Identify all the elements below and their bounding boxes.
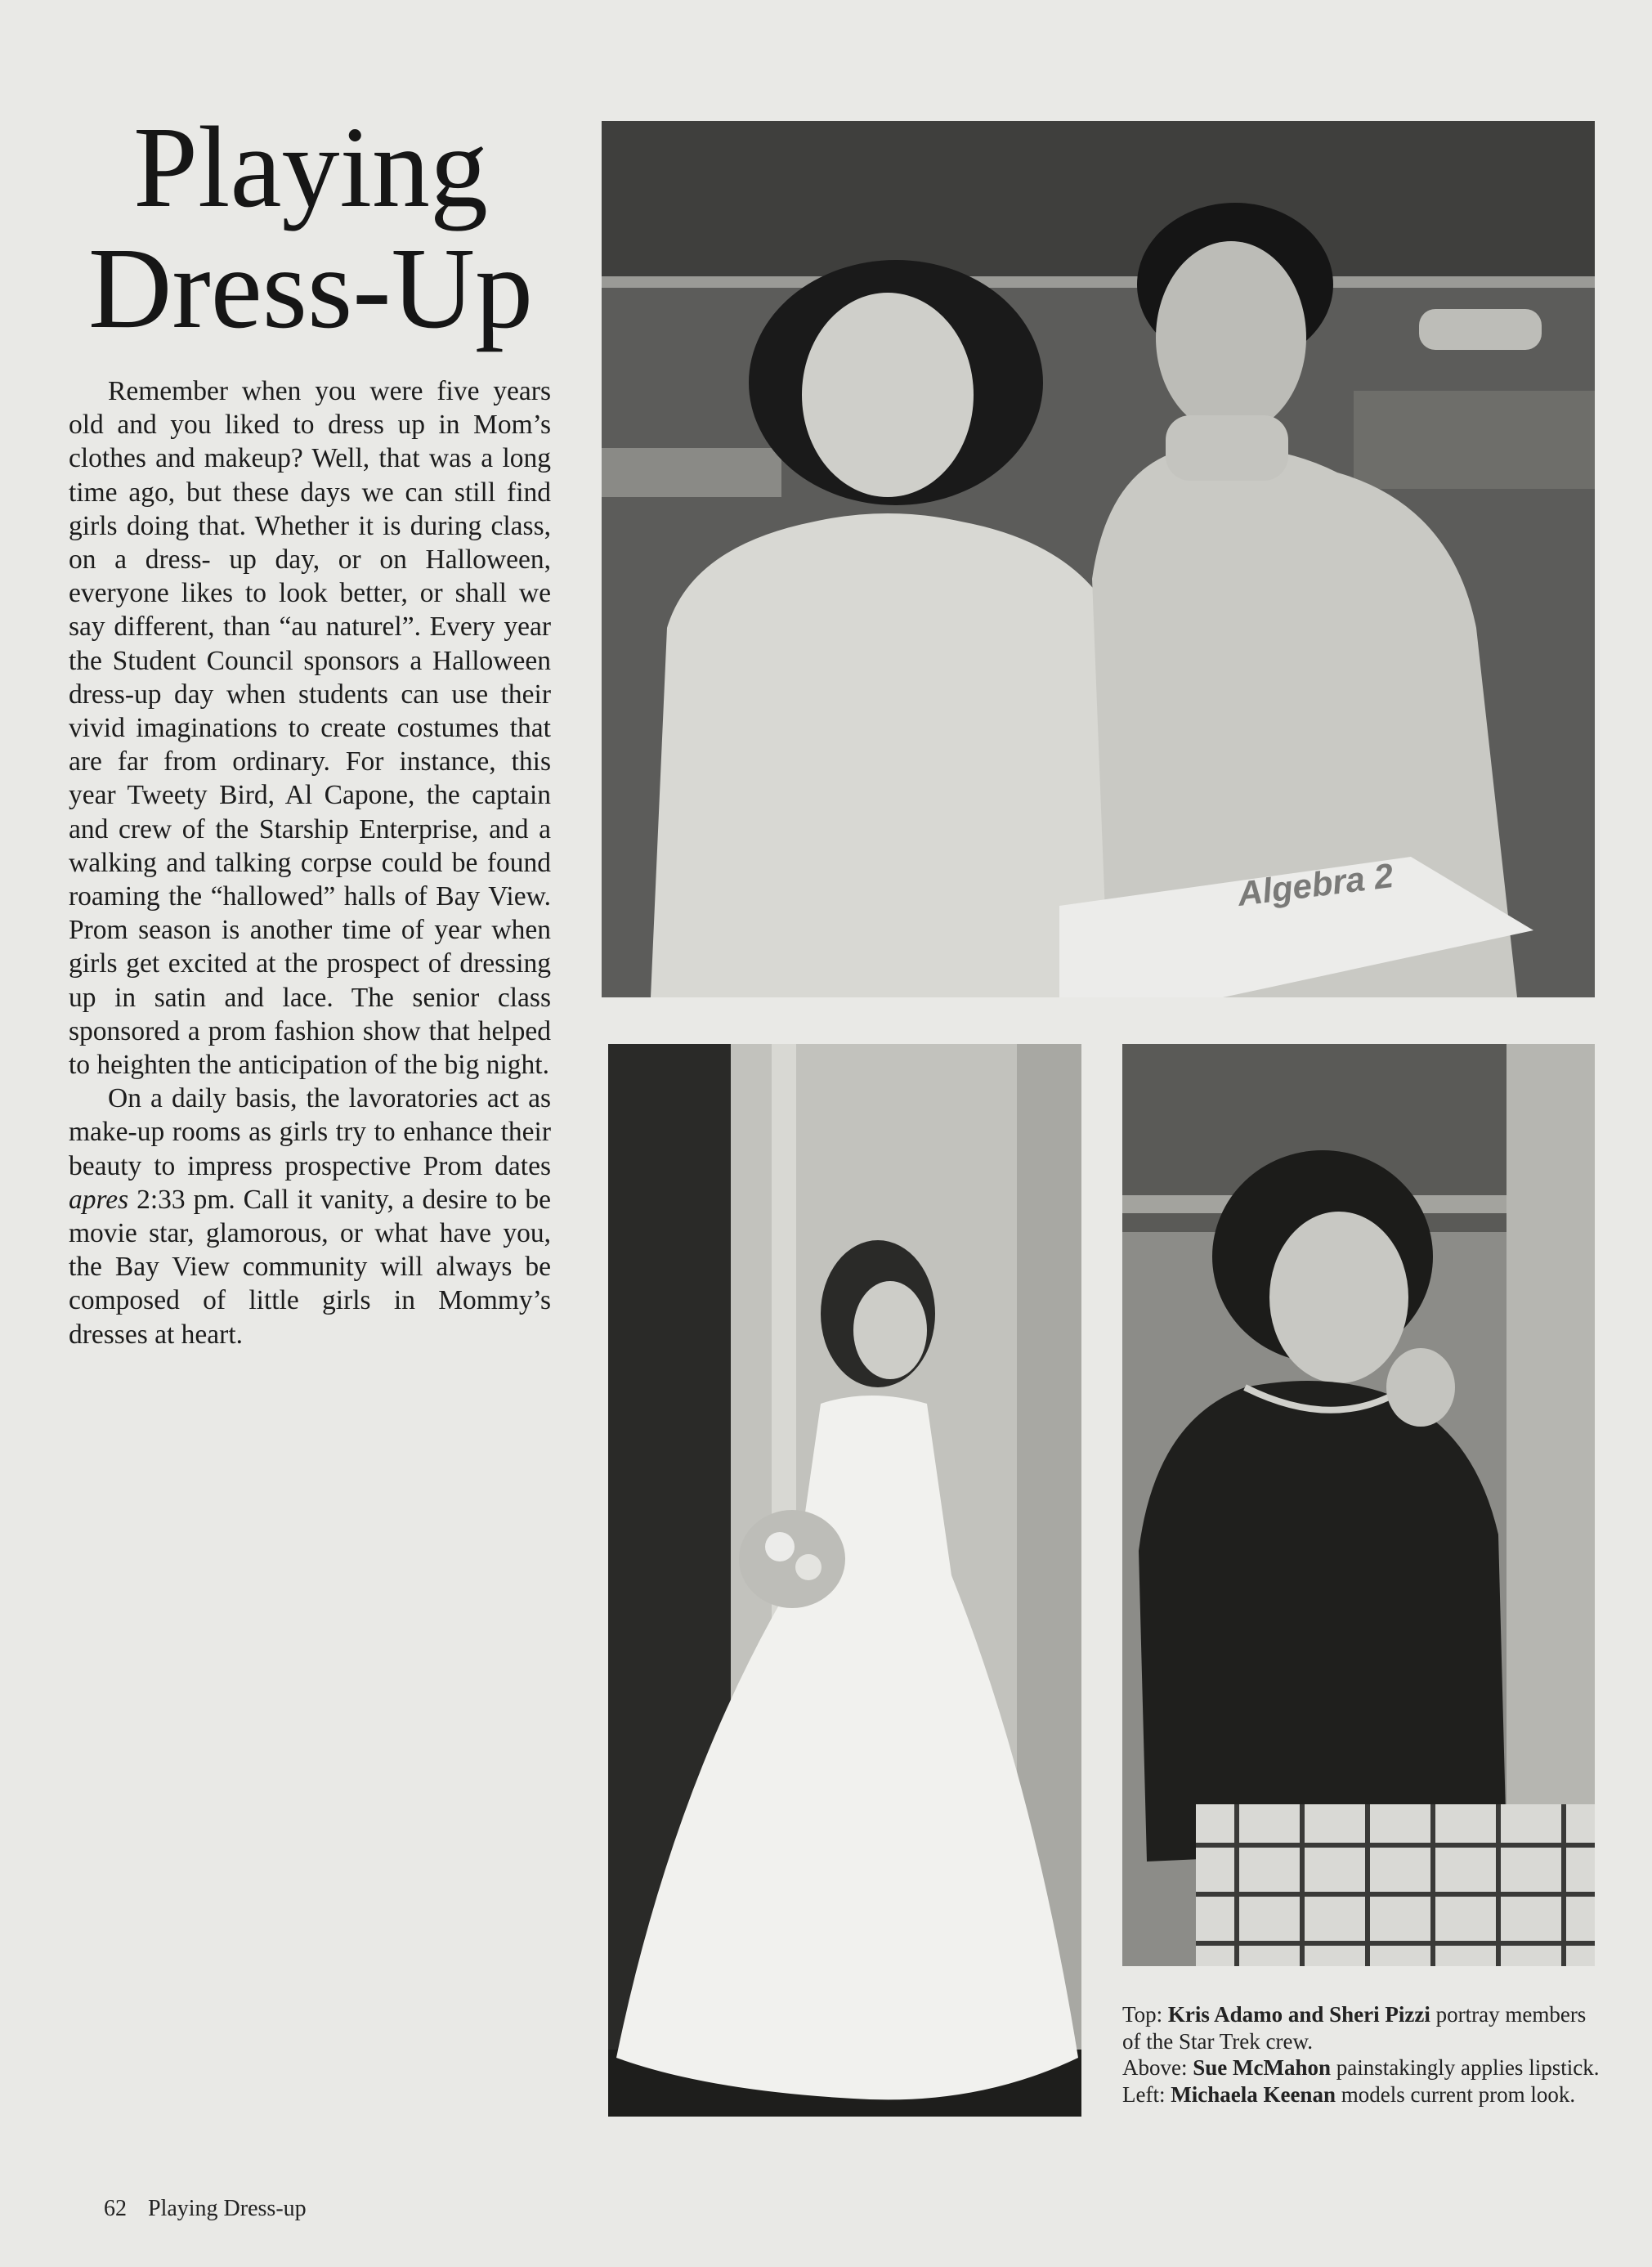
paragraph-2-text-b: 2:33 pm. Call it vanity, a desire to be movie star, glamorous, or what have you, the Bay View community will always be composed of little girls in Mommy’s dresses at heart. (69, 1184, 551, 1350)
photo-lipstick (1122, 1044, 1595, 1966)
article-paragraph-2 (69, 1082, 551, 1351)
page-title (65, 102, 556, 352)
caption-above (1122, 2054, 1601, 2081)
caption-above-label: Above: (1122, 2055, 1193, 2080)
paragraph-2-italic: apres (69, 1184, 129, 1215)
caption-left (1122, 2081, 1601, 2108)
caption-above-names: Sue McMahon (1193, 2055, 1331, 2080)
paragraph-2-text-a: On a daily basis, the lavoratories act as make-up rooms as girls try to enhance their beauty to impress prospective Prom dates (69, 1083, 551, 1181)
caption-left-names: Michaela Keenan (1171, 2081, 1336, 2107)
title-line-2: Dress-Up (87, 223, 534, 352)
book-title: Algebra 2 (1235, 855, 1396, 913)
article-body (69, 374, 551, 1351)
page-footer (104, 2196, 307, 2222)
photo-caption (1122, 2001, 1601, 2108)
page-number: 62 (104, 2196, 127, 2221)
section-title: Playing Dress-up (148, 2196, 307, 2221)
caption-left-text: models current prom look. (1335, 2081, 1576, 2107)
caption-above-text: painstakingly applies lipstick. (1330, 2055, 1600, 2080)
caption-top-names: Kris Adamo and Sheri Pizzi (1167, 2002, 1430, 2027)
caption-left-label: Left: (1122, 2081, 1171, 2107)
caption-top (1122, 2001, 1601, 2054)
caption-top-label: Top: (1122, 2002, 1168, 2027)
photo-star-trek-crew (602, 121, 1595, 997)
caption-top-text: portray members of the Star Trek crew. (1122, 2002, 1587, 2054)
article-paragraph-1: Remember when you were five years old and you liked to dress up in Mom’s clothes and makeup? Well, that was a long time ago, but these days we can still find girls doing that. Whether it is during class, on a dress- up day, or on Halloween, everyone likes to look better, or shall we say different, than “au naturel”. Every year the Student Council sponsors a Halloween dress-up day when students can use their vivid imaginations to create costumes that are far from ordinary. For instance, this year Tweety Bird, Al Capone, the captain and crew of the Starship Enterprise, and a walking and talking corpse could be found roaming the “hallowed” halls of Bay View. Prom season is another time of year when girls get excited at the prospect of dressing up in satin and lace. The senior class sponsored a prom fashion show that helped to heighten the anticipation of the big night. (69, 376, 551, 1081)
photo-prom-gown (608, 1044, 1081, 2117)
title-line-1: Playing (133, 102, 488, 231)
